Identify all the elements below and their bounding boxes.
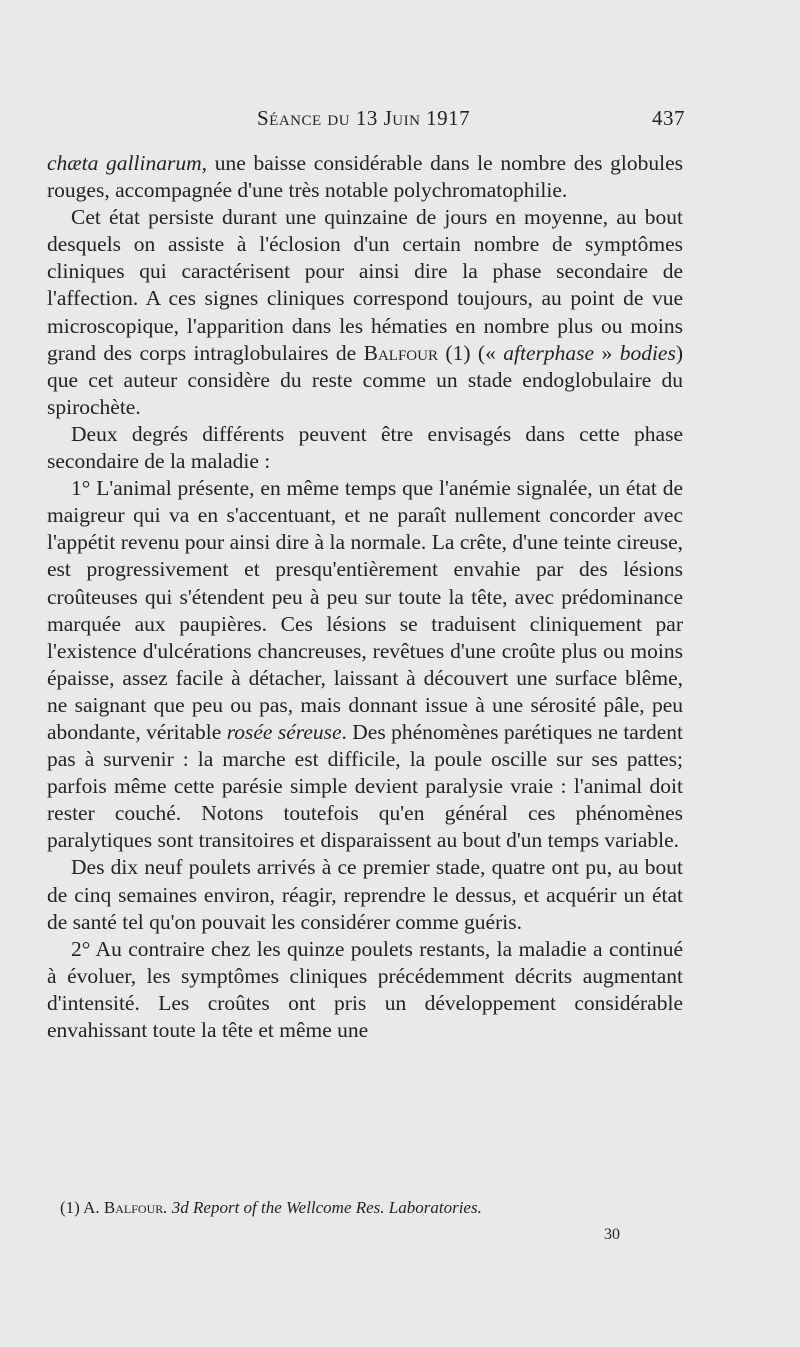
paragraph-2-text-b: ) que cet auteur considère du reste comme un stade endoglobulaire du spirochète. <box>47 340 684 419</box>
footnote-citation: . 3d Report of the Wellcome Res. Laboratories. <box>163 1198 482 1217</box>
footnote-author: Balfour <box>103 1198 164 1217</box>
taxon-name: chæta gallinarum <box>47 151 202 175</box>
paragraph-4 <box>47 475 683 854</box>
body-text <box>47 150 683 1044</box>
term-afterphase: afterphase <box>495 340 602 365</box>
footnote-reference: (1) (« <box>437 340 496 365</box>
signature-mark: 30 <box>604 1226 620 1243</box>
footnote <box>60 1198 680 1218</box>
paragraph-4-text-a: 1° L'animal présente, en même temps que l'anémie signalée, un état de maigreur qui va en s'accentuant, et ne paraît nullement concorder avec l'appétit revenu pour ainsi dire à la normale. La crête, d'une teinte cireuse, est progressivement et presqu'entièrement envahie par des lésions croûteuses qui s'étendent peu à peu sur toute la tête, avec prédominance marquée aux paupières. Ces lésions se traduisent cliniquement par l'existence d'ulcérations chancreuses, revêtues d'une croûte plus ou moins épaisse, assez facile à détacher, laissant à découvert une surface blême, ne saignant que peu ou pas, mais donnant issue à une sérosité pâle, peu abondante, véritable <box>47 476 683 744</box>
footnote-mark: (1) A. <box>60 1198 104 1217</box>
header-title: Séance du 13 Juin 1917 <box>257 106 471 130</box>
paragraph-3 <box>47 421 683 475</box>
quote-close: » <box>601 340 620 365</box>
term-bodies: bodies <box>619 340 676 365</box>
paragraph-6-text: 2° Au contraire chez les quinze poulets restants, la maladie a continué à évoluer, les symptômes cliniques précédemment décrits augmentant d'intensité. Les croûtes ont pris un développement considérable envahissant toute la tête et même une <box>47 936 683 1042</box>
paragraph-1 <box>47 150 683 204</box>
paragraph-5 <box>47 854 683 935</box>
paragraph-2-text-a: Cet état persiste durant une quinzaine de jours en moyenne, au bout desquels on assiste à l'éclosion d'un certain nombre de symptômes cliniques qui caractérisent pour ainsi dire la phase secondaire de l'affection. A ces signes cliniques correspond toujours, au point de vue microscopique, l'apparition dans les hématies en nombre plus ou moins grand des corps intraglobulaires de <box>47 205 683 365</box>
paragraph-3-text: Deux degrés différents peuvent être envisagés dans cette phase secondaire de la maladie : <box>47 421 683 474</box>
paragraph-5-text: Des dix neuf poulets arrivés à ce premier stade, quatre ont pu, au bout de cinq semaines environ, réagir, reprendre le dessus, et acquérir un état de santé tel qu'on pouvait les considérer comme guéris. <box>47 855 683 934</box>
term-rosee-sereuse: rosée séreuse <box>226 719 342 744</box>
author-balfour: Balfour <box>363 340 438 365</box>
paragraph-4-text-b: . Des phénomènes parétiques ne tardent pas à survenir : la marche est difficile, la poule oscille sur ses pattes; parfois même cette parésie simple devient paralysie vraie : l'animal doit rester couché. Notons toutefois qu'en général ces phénomènes paralytiques sont transitoires et disparaissent au bout d'un temps variable. <box>47 719 684 853</box>
page-number: 437 <box>652 106 685 130</box>
paragraph-2 <box>47 204 683 421</box>
paragraph-1-text: , une baisse considérable dans le nombre des globules rouges, accompagnée d'une très notable polychromatophilie. <box>47 151 684 203</box>
running-header <box>257 100 685 134</box>
paragraph-6 <box>47 936 683 1044</box>
